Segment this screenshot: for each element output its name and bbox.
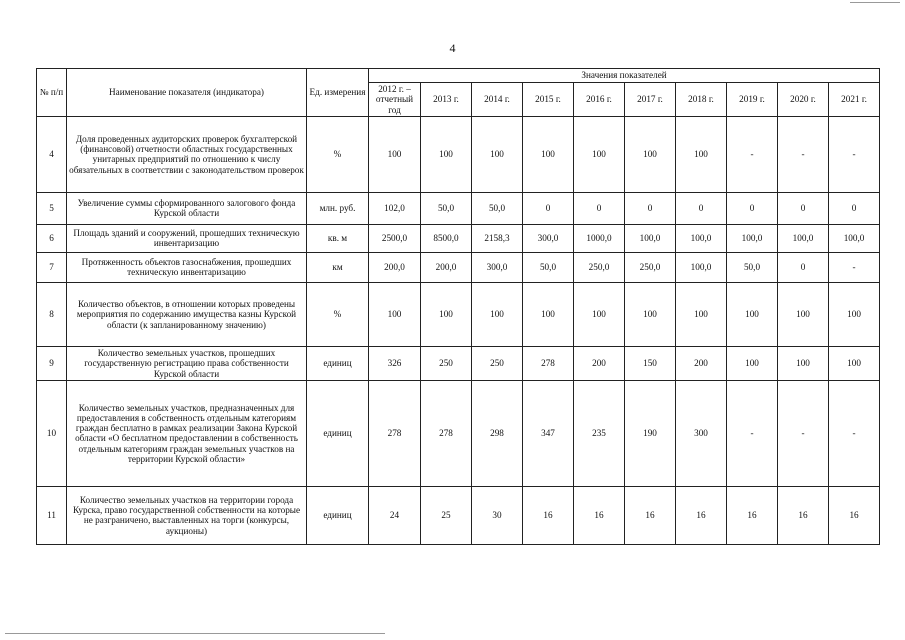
row-value: 100 [778,282,829,346]
row-value: 100 [574,282,625,346]
row-value: 100,0 [829,224,880,252]
row-num: 11 [37,486,67,544]
row-name: Доля проведенных аудиторских проверок бухгалтерской (финансовой) отчетности областных государственных унитарных предприятий по отношению к числу обязательных в соответствии с законодательством проверок [67,116,307,192]
row-value: 250 [421,346,472,380]
row-value: 100 [676,116,727,192]
table-row [37,116,880,192]
row-value: 100 [778,346,829,380]
row-value: 100 [625,282,676,346]
row-value: 0 [778,192,829,224]
row-value: 347 [523,380,574,486]
row-num: 9 [37,346,67,380]
row-value: 300,0 [472,252,523,282]
row-value: - [778,116,829,192]
row-value: 298 [472,380,523,486]
header-year: 2014 г. [472,83,523,117]
row-name: Количество земельных участков на территории города Курска, право государственной собственности на которые не разграничено, выставленных на торги (конкурсы, аукционы) [67,486,307,544]
row-value: 16 [727,486,778,544]
row-value: 1000,0 [574,224,625,252]
row-value: 100 [472,116,523,192]
row-value: 50,0 [472,192,523,224]
header-year: 2012 г. – отчетный год [369,83,421,117]
row-value: 300 [676,380,727,486]
row-value: 300,0 [523,224,574,252]
row-value: 16 [625,486,676,544]
row-value: 200,0 [369,252,421,282]
header-num: № п/п [37,69,67,117]
row-value: 0 [625,192,676,224]
table-body [37,116,880,544]
row-value: 100 [829,282,880,346]
row-num: 5 [37,192,67,224]
header-year: 2017 г. [625,83,676,117]
row-value: 50,0 [727,252,778,282]
row-value: 50,0 [523,252,574,282]
row-num: 4 [37,116,67,192]
page-number: 4 [449,41,456,55]
row-value: 0 [829,192,880,224]
row-value: 16 [829,486,880,544]
row-unit: кв. м [307,224,369,252]
row-value: 326 [369,346,421,380]
row-value: 250,0 [574,252,625,282]
row-value: 100,0 [778,224,829,252]
table-row [37,282,880,346]
table-row [37,346,880,380]
row-num: 10 [37,380,67,486]
row-value: 100 [523,116,574,192]
row-value: 8500,0 [421,224,472,252]
row-value: 0 [727,192,778,224]
row-value: - [778,380,829,486]
row-value: 250,0 [625,252,676,282]
row-value: - [829,116,880,192]
header-values-group: Значения показателей [369,69,880,83]
table-row [37,486,880,544]
row-name: Количество земельных участков, прошедших государственную регистрацию права собственности Курской области [67,346,307,380]
row-unit: км [307,252,369,282]
row-value: 2500,0 [369,224,421,252]
row-name: Количество земельных участков, предназначенных для предоставления в собственность отдельным категориям граждан бесплатно в рамках реализации Закона Курской области «О бесплатном предоставлении в собственность отдельным категориям граждан земельных участков на территории Курской области» [67,380,307,486]
row-value: 0 [676,192,727,224]
row-value: 200 [574,346,625,380]
table-header [37,69,880,117]
row-value: 150 [625,346,676,380]
header-year: 2018 г. [676,83,727,117]
header-year: 2015 г. [523,83,574,117]
row-value: 25 [421,486,472,544]
row-unit: единиц [307,346,369,380]
row-value: 2158,3 [472,224,523,252]
row-value: 235 [574,380,625,486]
row-value: 16 [574,486,625,544]
row-value: 200 [676,346,727,380]
row-name: Количество объектов, в отношении которых проведены мероприятия по содержанию имущества казны Курской области (к запланированному значению) [67,282,307,346]
row-value: 16 [676,486,727,544]
row-value: 278 [369,380,421,486]
row-value: 200,0 [421,252,472,282]
row-value: 100 [727,346,778,380]
header-name: Наименование показателя (индикатора) [67,69,307,117]
row-value: 278 [523,346,574,380]
row-num: 8 [37,282,67,346]
row-unit: % [307,116,369,192]
row-value: 0 [574,192,625,224]
row-num: 6 [37,224,67,252]
table-row [37,380,880,486]
row-value: - [829,252,880,282]
row-value: - [727,380,778,486]
row-unit: % [307,282,369,346]
row-name: Протяженность объектов газоснабжения, прошедших техническую инвентаризацию [67,252,307,282]
row-value: - [727,116,778,192]
row-value: 100 [574,116,625,192]
row-value: 100 [829,346,880,380]
row-value: 100 [472,282,523,346]
row-value: 100 [625,116,676,192]
row-value: 190 [625,380,676,486]
row-unit: единиц [307,380,369,486]
table-row [37,224,880,252]
row-value: 50,0 [421,192,472,224]
row-value: - [829,380,880,486]
header-year: 2019 г. [727,83,778,117]
row-name: Площадь зданий и сооружений, прошедших техническую инвентаризацию [67,224,307,252]
row-value: 24 [369,486,421,544]
row-name: Увеличение суммы сформированного залогового фонда Курской области [67,192,307,224]
row-value: 100,0 [676,224,727,252]
row-unit: млн. руб. [307,192,369,224]
row-value: 278 [421,380,472,486]
table-row [37,192,880,224]
row-value: 100 [676,282,727,346]
header-year: 2016 г. [574,83,625,117]
row-value: 100 [421,282,472,346]
footer-rule [5,633,385,634]
row-value: 100 [727,282,778,346]
header-year: 2013 г. [421,83,472,117]
header-year: 2021 г. [829,83,880,117]
row-value: 100 [523,282,574,346]
row-value: 0 [778,252,829,282]
row-value: 100,0 [676,252,727,282]
header-rule [850,2,900,3]
row-value: 100 [369,116,421,192]
row-unit: единиц [307,486,369,544]
row-value: 16 [778,486,829,544]
indicators-table [36,68,880,545]
row-num: 7 [37,252,67,282]
row-value: 30 [472,486,523,544]
header-year: 2020 г. [778,83,829,117]
table-row [37,252,880,282]
row-value: 102,0 [369,192,421,224]
row-value: 100 [421,116,472,192]
row-value: 16 [523,486,574,544]
row-value: 250 [472,346,523,380]
header-unit: Ед. измерения [307,69,369,117]
row-value: 0 [523,192,574,224]
row-value: 100,0 [727,224,778,252]
row-value: 100,0 [625,224,676,252]
row-value: 100 [369,282,421,346]
